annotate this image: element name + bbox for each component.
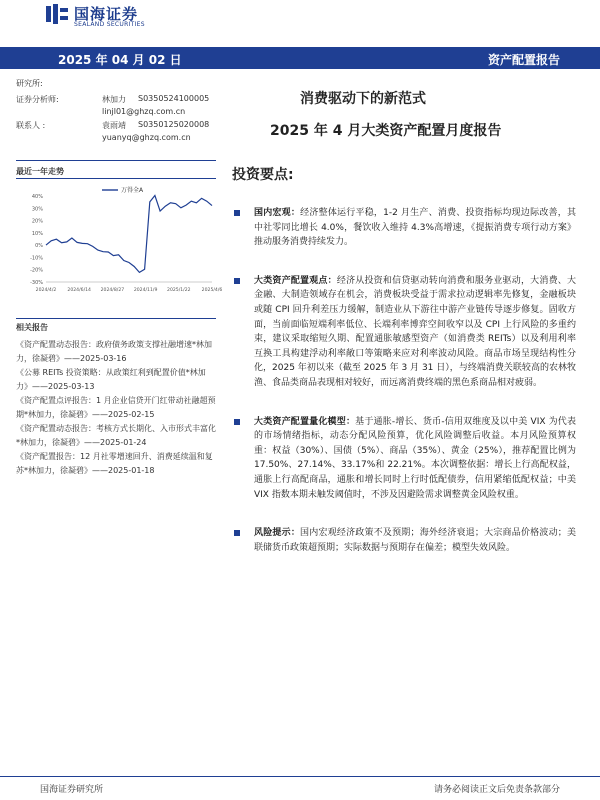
chart-y-tick-label: -10% (30, 255, 43, 262)
chart-y-tick-label: 40% (31, 194, 43, 200)
bullet-square-icon (234, 278, 240, 284)
footer-disclaimer[interactable]: 请务必阅读正文后免责条款部分 (433, 785, 560, 795)
chart-x-tick-label: 2024/6/14 (67, 288, 91, 293)
chart-x-tick-label: 2024/4/2 (35, 288, 57, 293)
key-point-sep: ： (290, 208, 301, 218)
bullet-square-icon (234, 210, 240, 216)
footer-institute: 国海证券研究所 (40, 785, 104, 795)
contact-label: 联系人 : (16, 121, 46, 130)
related-heading: 相关报告 (16, 323, 48, 332)
chart-series-line (46, 196, 212, 273)
key-point-label: 国内宏观 (254, 208, 291, 218)
related-report-link[interactable]: 《资产配置动态报告：政府债务政策支撑社融增速*林加力，徐凝碧》——2025-03-16 (16, 340, 212, 363)
brand-name-en: SEALAND SECURITIES (74, 21, 145, 28)
trend-heading: 最近一年走势 (16, 167, 64, 176)
divider (16, 160, 216, 161)
trend-chart (22, 182, 223, 300)
contact-cert: S0350125020008 (138, 120, 210, 129)
report-type: 资产配置报告 (487, 53, 560, 67)
key-point-label: 大类资产配置量化模型 (254, 416, 346, 427)
key-point (232, 415, 576, 503)
chart-y-tick-label: 20% (31, 218, 43, 225)
key-point (232, 206, 576, 250)
key-points-heading: 投资要点: (232, 167, 294, 183)
key-point-sep: ： (290, 528, 301, 539)
chart-y-tick-label: 30% (31, 206, 43, 213)
chart-y-tick-label: 10% (31, 230, 43, 237)
chart-x-tick-label: 2025/4/6 (201, 288, 223, 293)
key-point-sep: ： (345, 416, 356, 427)
chart-y-tick-label: -30% (30, 280, 43, 286)
report-subtitle: 2025 年 4 月大类资产配置月度报告 (270, 123, 502, 139)
key-point-text: 经济从投资和信贷驱动转向消费和服务业驱动，大消费、大金融、大制造领域存在机会，消费板块受益于需求拉动逻辑率先修复，金融板块或随 CPI 回升利差压力缓解，制造业从下游往中游产业链传导逐步修复。固收方面，当前面临短端利率低位、长端利率博弈空间收窄以及 CPI 上行风险的多重约束，建议采取缩短久期、配置通胀敏感型资产（如消费类 REITs）以及利用利率互换工具构建浮动利率敞口等策略来应对利率波动风险。商品市场呈现结构性分化，2025 年初以来（截至 2025 年 3 月 31 日），与终端消费关联较高的农林牧渔、食品类商品表现相对较好，而远离消费终端的黑色系商品相对疲弱。 (254, 275, 576, 388)
contact-name: 袁雨靖 (102, 121, 126, 130)
key-points-body (232, 206, 576, 579)
related-report-link[interactable]: 《公募 REITs 投资策略：从政策红利到配置价值*林加力》——2025-03-13 (16, 368, 206, 391)
chart-y-tick-label: -20% (30, 267, 43, 274)
key-point-label: 大类资产配置观点 (254, 275, 328, 286)
related-report-link[interactable]: 《资产配置报告：12 月社零增速回升、消费延续温和复苏*林加力，徐凝碧》——2025-01-18 (16, 452, 213, 475)
related-report-link[interactable]: 《资产配置点评报告：1 月企业信贷开门红带动社融超预期*林加力，徐凝碧》——2025-02-15 (16, 396, 216, 419)
report-date: 2025 年 04 月 02 日 (58, 53, 182, 67)
chart-legend-label: 万得全A (121, 187, 144, 194)
divider (16, 178, 216, 179)
chart-y-tick-label: 0% (35, 243, 43, 250)
related-report-link[interactable]: 《资产配置动态报告：考核方式长期化、入市形式丰富化*林加力，徐凝碧》——2025-01-24 (16, 424, 216, 447)
key-point-sep: ： (327, 275, 337, 286)
key-point-label: 风险提示 (254, 528, 291, 539)
report-title: 消费驱动下的新范式 (300, 91, 426, 107)
key-point (232, 526, 576, 555)
analyst-name: 林加力 (102, 95, 126, 104)
chart-x-tick-label: 2025/1/22 (167, 288, 191, 293)
analyst-cert: S0350524100005 (138, 94, 210, 103)
divider (16, 318, 216, 319)
related-list (16, 338, 216, 478)
analyst-label: 证券分析师: (16, 95, 59, 104)
key-point (232, 274, 576, 391)
chart-x-tick-label: 2024/8/27 (100, 288, 125, 293)
researcher-label: 研究所: (16, 79, 43, 88)
bullet-square-icon (234, 530, 240, 536)
bullet-square-icon (234, 419, 240, 425)
key-point-text: 国内宏观经济政策不及预期；海外经济衰退；大宗商品价格波动；美联储货币政策超预期；实际数据与预期存在偏差；模型失效风险。 (254, 528, 576, 553)
brand-name-cn: 国海证券 (74, 5, 139, 23)
key-point-text: 基于通胀-增长、货币-信用双维度及以中美 VIX 为代表的市场情绪指标，动态分配风险预算，优化风险调整后收益。本月风险预算权重：权益（30%）、国债（5%）、商品（35%）、黄金（25%），推荐配置比例为 17.50%、27.14%、33.17%和 22.21%。本次调整依据：增长上行高配权益，通胀上行高配商品，通胀和增长同时上行时低配债券，信用紧缩低配权益；中美 VIX 指数本期未触发阈值时，不涉及因避险需求调整黄金风险权重。 (254, 416, 576, 500)
sealand-logo-icon (46, 4, 68, 24)
chart-x-tick-label: 2024/11/9 (133, 288, 158, 293)
footer-divider (0, 776, 600, 777)
analyst-email[interactable]: linjl01@ghzq.com.cn (102, 107, 186, 116)
key-point-text: 经济整体运行平稳，1-2 月生产、消费、投资指标均现边际改善，其中社零同比增长 4.0%，餐饮收入维持 4.3%高增速，《提振消费专项行动方案》推动服务消费持续发力。 (254, 208, 576, 248)
contact-email[interactable]: yuanyq@ghzq.com.cn (102, 133, 191, 142)
